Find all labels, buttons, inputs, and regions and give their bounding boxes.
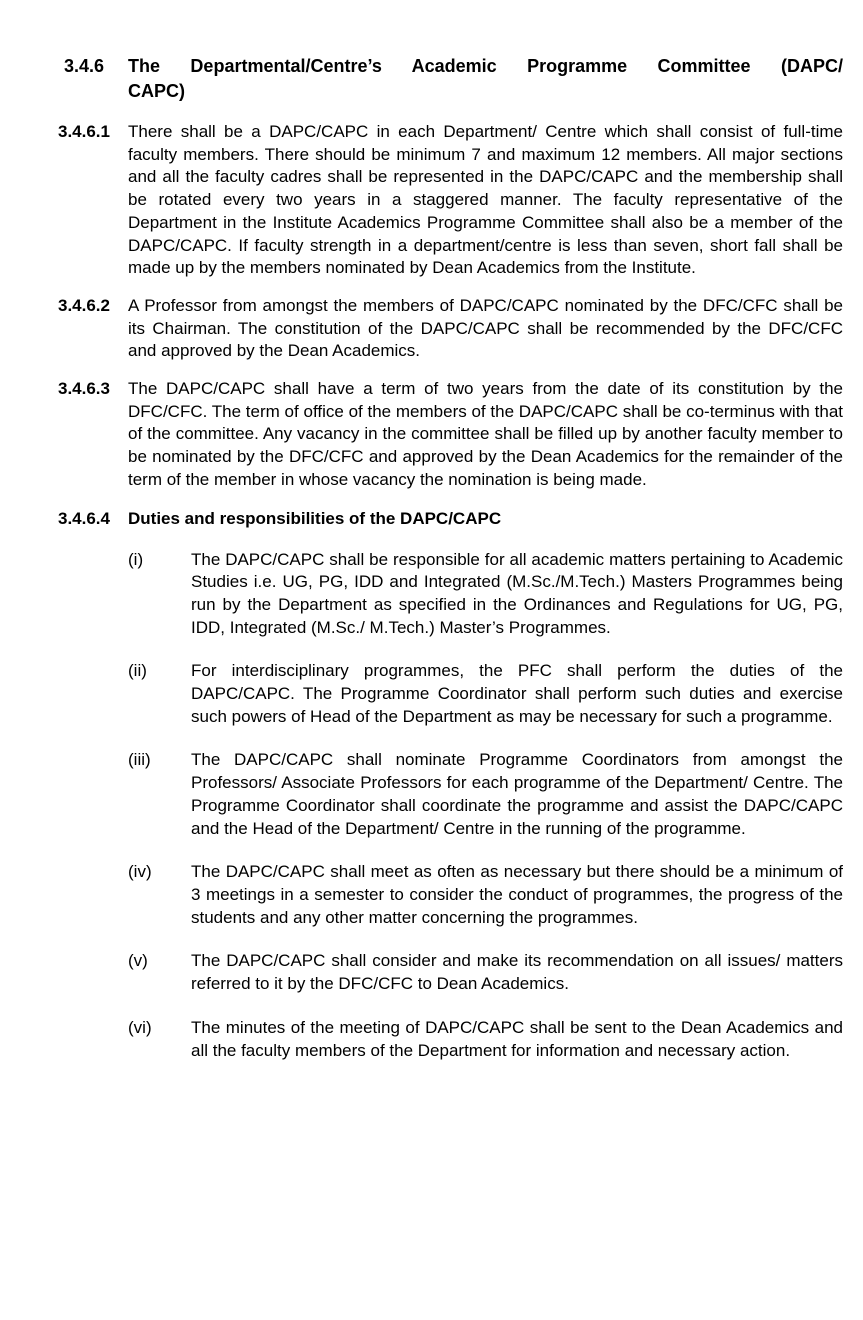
duty-text: The minutes of the meeting of DAPC/CAPC shall be sent to the Dean Academics and all the faculty members of the Department for information and necessary action. [191,1017,843,1060]
duty-numeral: (v) [128,951,148,971]
paragraph-text: There shall be a DAPC/CAPC in each Department/ Centre which shall consist of full-time faculty members. There should be minimum 7 and maximum 12 members. All major sections and all the faculty cadres shall be represented in the DAPC/CAPC and the membership shall be rotated every two years in a staggered manner. The faculty representative of the Department in the Institute Academics Programme Committee shall also be a member of the DAPC/CAPC. If faculty strength in a department/centre is less than seven, short fall shall be made up by the members nominated by Dean Academics from the Institute. [128,122,843,278]
duty-text: The DAPC/CAPC shall consider and make its recommendation on all issues/ matters referred to it by the DFC/CFC to Dean Academics. [191,951,843,994]
duty-text: The DAPC/CAPC shall nominate Programme Coordinators from amongst the Professors/ Associate Professors for each programme of the Department/ Centre. The Programme Coordinator shall coordinate the programme and assist the DAPC/CAPC and the Head of the Department/ Centre in the running of the programme. [191,750,843,838]
paragraph-text: A Professor from amongst the members of DAPC/CAPC nominated by the DFC/CFC shall be its Chairman. The constitution of the DAPC/CAPC shall be recommended by the DFC/CFC and approved by the Dean Academics. [128,295,843,361]
duty-numeral: (iii) [128,750,151,770]
duty-text: The DAPC/CAPC shall be responsible for all academic matters pertaining to Academic Studies i.e. UG, PG, IDD and Integrated (M.Sc./M.Tech.) Masters Programmes being run by the Department as specified in the Ordinances and Regulations for UG, PG, IDD, Integrated (M.Sc./ M.Tech.) Master’s Programmes. [191,549,843,637]
paragraph-number: 3.4.6.3 [58,379,110,399]
section-title-line2: CAPC) [128,81,185,101]
duty-text: For interdisciplinary programmes, the PFC shall perform the duties of the DAPC/CAPC. The Programme Coordinator shall perform such duties and exercise such powers of Head of the Department as may be necessary for such a programme. [191,661,843,726]
paragraph-text: The DAPC/CAPC shall have a term of two years from the date of its constitution by the DFC/CFC. The term of office of the members of the DAPC/CAPC shall be co-terminus with that of the committee. Any vacancy in the committee shall be filled up by another faculty member to be nominated by the DFC/CFC and approved by the Dean Academics for the remainder of the term of the member in whose vacancy the nomination is being made. [128,379,843,489]
subsection-heading [58,507,843,530]
section-title [128,54,843,104]
subsection-number: 3.4.6.4 [58,508,110,528]
duty-item-i [128,549,843,640]
duty-numeral: (iv) [128,862,152,882]
paragraph-number: 3.4.6.2 [58,295,110,315]
duty-item-v [128,950,843,995]
subsection-title: Duties and responsibilities of the DAPC/CAPC [128,508,502,528]
duty-item-ii [128,660,843,728]
section-title-line1: The Departmental/Centre’s Academic Programme Committee (DAPC/ [128,56,843,76]
paragraph-number: 3.4.6.1 [58,122,110,141]
duty-item-iv [128,861,843,929]
duty-item-iii [128,749,843,840]
duty-numeral: (ii) [128,661,147,681]
duty-numeral: (vi) [128,1017,152,1037]
paragraph-3-4-6-3 [58,378,843,492]
paragraph-3-4-6-1 [58,121,843,280]
section-number: 3.4.6 [64,56,105,76]
duty-text: The DAPC/CAPC shall meet as often as necessary but there should be a minimum of 3 meetings in a semester to consider the conduct of programmes, the progress of the students and any other matter concerning the programmes. [191,862,843,927]
paragraph-3-4-6-2 [58,295,843,363]
duty-item-vi [128,1017,843,1062]
section-heading [64,54,843,104]
duty-numeral: (i) [128,549,144,569]
